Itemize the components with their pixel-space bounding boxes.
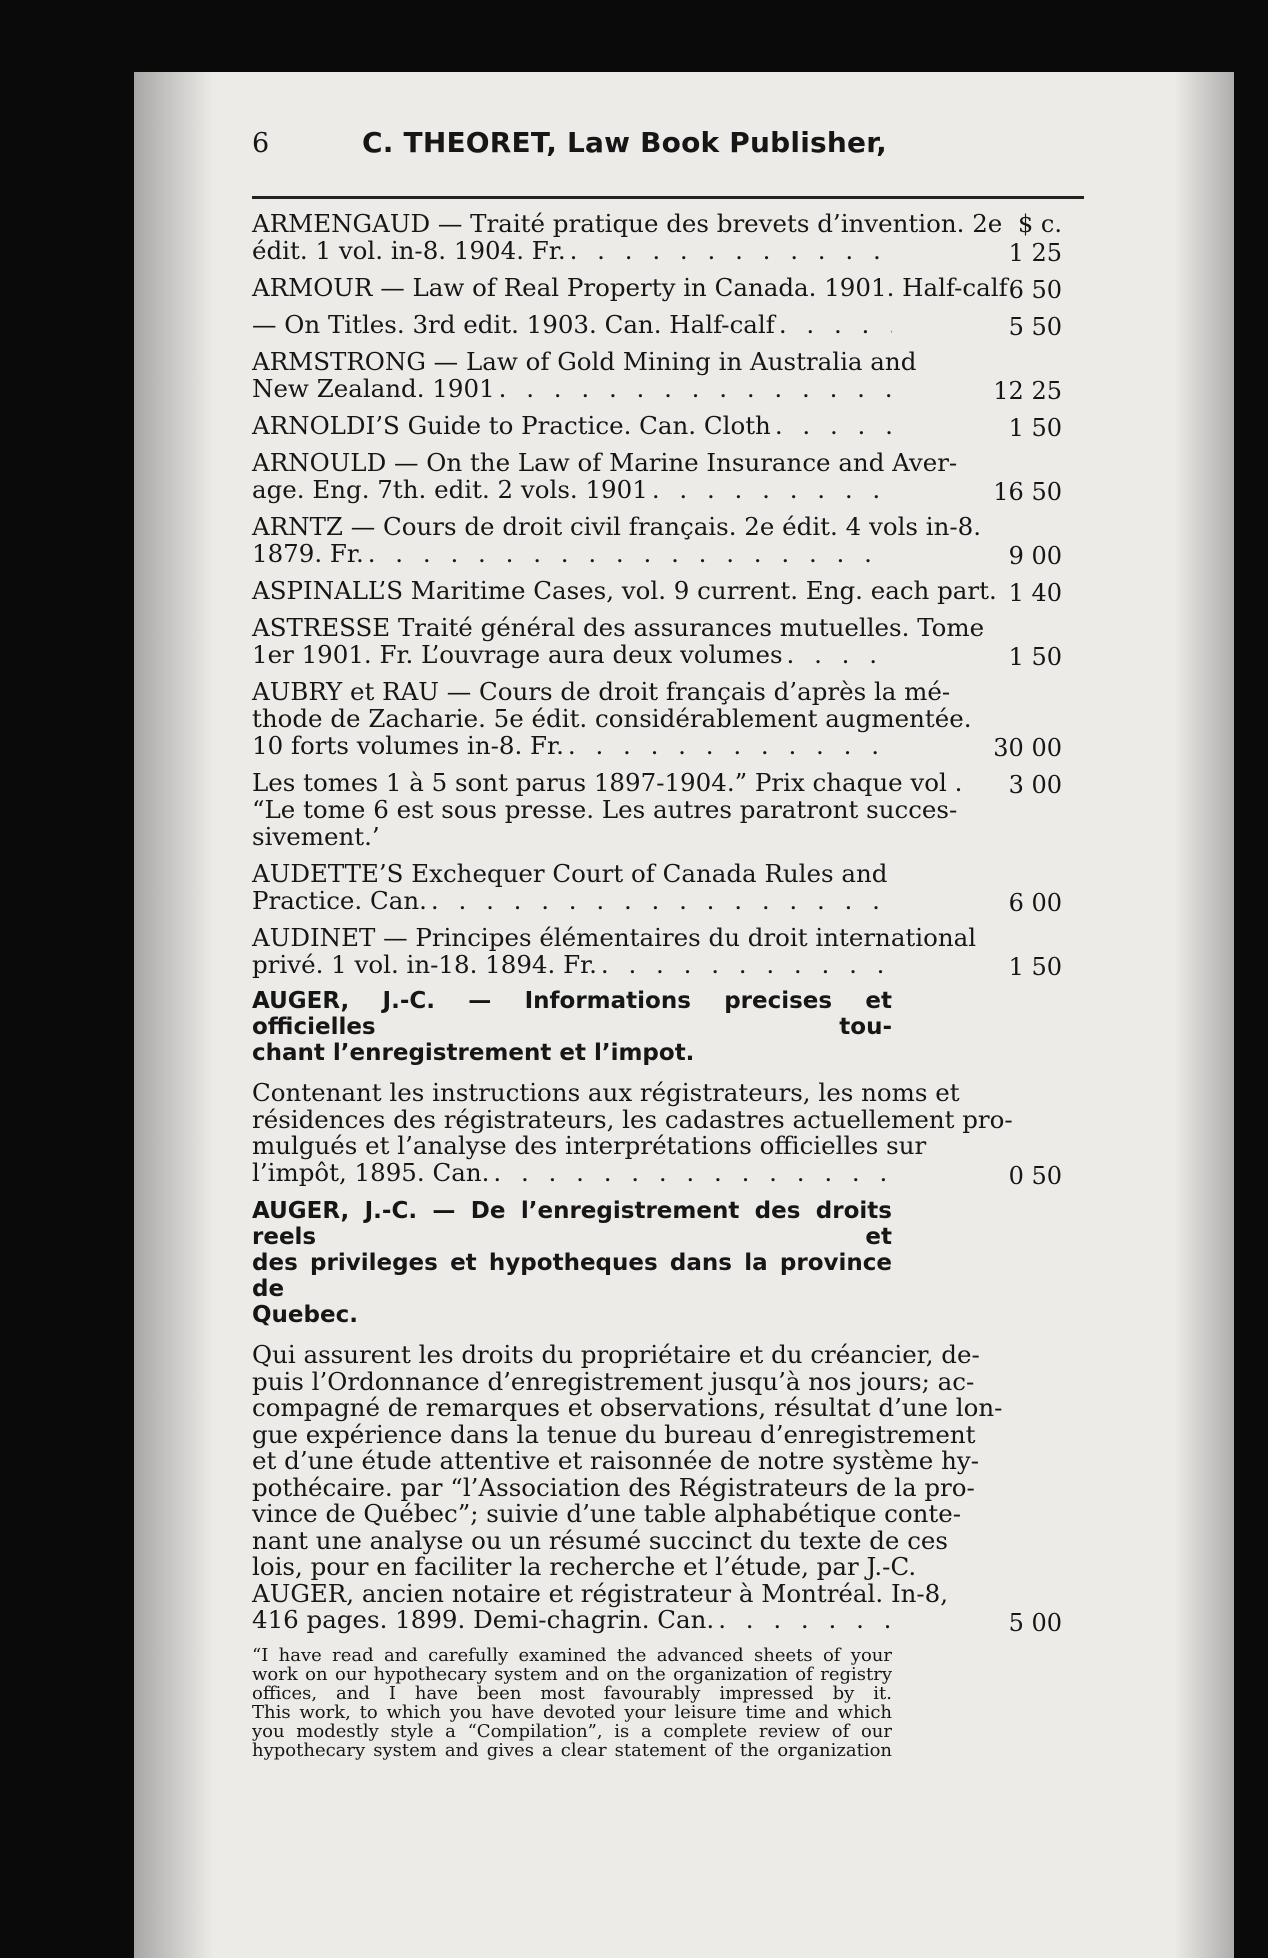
dot-leader bbox=[570, 237, 892, 264]
catalogue-entry bbox=[252, 273, 1008, 302]
entry-line bbox=[252, 1078, 960, 1107]
heading-line: AUGER, J.-C. — De l’enregistrement des droits reels et bbox=[252, 1198, 892, 1250]
entry-text: 416 pages. 1899. Demi-chagrin. Can. bbox=[252, 1605, 715, 1634]
entry-line bbox=[252, 1340, 980, 1369]
price: 1 40 bbox=[1008, 579, 1062, 607]
entry-line bbox=[252, 448, 958, 477]
dot-leader bbox=[787, 641, 892, 668]
testimonial-quote bbox=[252, 1646, 892, 1760]
entry-text: compagné de remarques et observations, résultat d’une lon- bbox=[252, 1393, 1003, 1422]
price: 5 50 bbox=[1008, 313, 1062, 341]
entry-text: ASPINALL’S Maritime Cases, vol. 9 current. Eng. each part. bbox=[252, 576, 997, 605]
entry-line bbox=[252, 476, 892, 503]
price: 12 25 bbox=[993, 377, 1062, 405]
entry-text: ARMENGAUD — Traité pratique des brevets d’invention. 2e bbox=[252, 209, 1003, 238]
page-edge-shadow bbox=[1174, 72, 1234, 1958]
entry-line bbox=[252, 1578, 949, 1608]
entry-heading bbox=[252, 988, 892, 1066]
dot-leader bbox=[368, 540, 892, 567]
catalogue-entry bbox=[252, 311, 892, 338]
entry-text: et d’une étude attentive et raisonnée de notre système hy- bbox=[252, 1446, 979, 1475]
heading-line: des privileges et hypotheques dans la province de bbox=[252, 1250, 892, 1302]
entry-text: New Zealand. 1901 bbox=[252, 374, 495, 403]
price: 1 50 bbox=[1008, 643, 1062, 671]
auger-entry bbox=[252, 1198, 1003, 1634]
entry-line bbox=[252, 1525, 948, 1555]
entry-text: AUBRY et RAU — Cours de droit français d’après la mé- bbox=[252, 677, 951, 706]
heading-line: chant l’enregistrement et l’impot. bbox=[252, 1040, 695, 1066]
entry-text: 10 forts volumes in-8. Fr. bbox=[252, 731, 564, 760]
entry-text: résidences des régistrateurs, les cadastres actuellement pro- bbox=[252, 1104, 1013, 1134]
catalogue-entry bbox=[252, 768, 963, 851]
catalogue-entry bbox=[252, 860, 892, 914]
entry-line bbox=[252, 732, 892, 759]
catalogue-entry bbox=[252, 613, 985, 669]
entry-line bbox=[252, 237, 892, 264]
quote-line: This work, to which you have devoted your leisure time and which bbox=[252, 1701, 892, 1723]
entry-text: ARNTZ — Cours de droit civil français. 2e édit. 4 vols in-8. bbox=[252, 512, 982, 541]
dot-leader bbox=[779, 311, 892, 338]
catalogue-entry bbox=[252, 677, 972, 760]
catalogue-entry bbox=[252, 448, 958, 504]
entry-line bbox=[252, 273, 1008, 302]
heading-line: Quebec. bbox=[252, 1302, 358, 1328]
price: 3 00 bbox=[1008, 771, 1062, 799]
page-header bbox=[252, 128, 1082, 188]
entry-description bbox=[252, 1340, 1003, 1634]
price: 30 00 bbox=[993, 734, 1062, 762]
entry-text: gue expérience dans la tenue du bureau d’enregistrement bbox=[252, 1419, 976, 1449]
auger-entry bbox=[252, 988, 1013, 1187]
entry-line bbox=[252, 512, 982, 541]
dot-leader bbox=[499, 375, 892, 402]
page-gutter-shadow bbox=[134, 72, 214, 1958]
entry-line bbox=[252, 768, 963, 797]
running-head: C. THEORET, Law Book Publisher, bbox=[362, 126, 887, 159]
entry-text: “Le tome 6 est sous presse. Les autres paratront succes- bbox=[252, 795, 958, 824]
catalogue-entry bbox=[252, 512, 982, 568]
price: 1 50 bbox=[1008, 953, 1062, 981]
entry-text: Practice. Can. bbox=[252, 886, 427, 915]
entry-heading bbox=[252, 1198, 892, 1328]
entry-text: ARMOUR — Law of Real Property in Canada. 1901. Half-calf bbox=[252, 273, 1008, 302]
quote-line: work on our hypothecary system and on the organization of registry bbox=[252, 1663, 892, 1685]
entry-text: AUDETTE’S Exchequer Court of Canada Rules and bbox=[252, 859, 888, 888]
entry-line bbox=[252, 1552, 917, 1581]
entry-line bbox=[252, 823, 892, 850]
dot-leader bbox=[431, 887, 892, 914]
entry-text: lois, pour en faciliter la recherche et l’étude, par J.-C. bbox=[252, 1552, 917, 1581]
dot-leader bbox=[775, 412, 892, 439]
entry-text: AUDINET — Principes élémentaires du droit international bbox=[252, 923, 977, 952]
entry-text: puis l’Ordonnance d’enregistrement jusqu’à nos jours; ac- bbox=[252, 1366, 975, 1396]
dot-leader bbox=[493, 1160, 892, 1187]
dot-leader bbox=[652, 476, 892, 503]
price: 9 00 bbox=[1008, 542, 1062, 570]
catalogue-listing bbox=[252, 209, 1013, 1761]
entry-line bbox=[252, 795, 958, 824]
entry-line bbox=[252, 1446, 979, 1475]
price: 1 25 bbox=[1008, 239, 1062, 267]
entry-text: ARNOLDI’S Guide to Practice. Can. Cloth bbox=[252, 411, 771, 440]
price: 0 50 bbox=[1008, 1161, 1062, 1190]
catalogue-entry bbox=[252, 412, 892, 439]
entry-line bbox=[252, 1419, 976, 1449]
entry-line bbox=[252, 923, 977, 952]
dot-leader bbox=[718, 1607, 892, 1634]
entry-text: édit. 1 vol. in-8. 1904. Fr. bbox=[252, 236, 566, 265]
entry-text: ARNOULD — On the Law of Marine Insurance and Aver- bbox=[252, 448, 958, 477]
entry-line bbox=[252, 1472, 975, 1502]
entry-line bbox=[252, 677, 951, 706]
entry-text: thode de Zacharie. 5e édit. considérablement augmentée. bbox=[252, 704, 972, 733]
entry-text: ARMSTRONG — Law of Gold Mining in Australia and bbox=[252, 347, 917, 376]
entry-line bbox=[252, 576, 997, 605]
entry-line bbox=[252, 887, 892, 914]
quote-line: offices, and I have been most favourably impressed by it. bbox=[252, 1682, 892, 1704]
entry-line bbox=[252, 1607, 892, 1634]
entry-text: ASTRESSE Traité général des assurances mutuelles. Tome bbox=[252, 613, 985, 642]
entry-line bbox=[252, 1157, 892, 1187]
price: 6 50 bbox=[1008, 276, 1062, 304]
entry-line bbox=[252, 311, 892, 338]
entry-text: AUGER, ancien notaire et régistrateur à Montréal. In-8, bbox=[252, 1578, 949, 1608]
entry-line bbox=[252, 347, 917, 376]
entry-text: Qui assurent les droits du propriétaire et du créancier, de- bbox=[252, 1340, 980, 1369]
entry-text: 1879. Fr. bbox=[252, 539, 364, 568]
catalogue-entry bbox=[252, 209, 1003, 265]
entry-text: mulgués et l’analyse des interprétations officielles sur bbox=[252, 1131, 927, 1160]
entry-line bbox=[252, 412, 892, 439]
catalogue-entry bbox=[252, 576, 997, 605]
entry-line bbox=[252, 209, 1003, 238]
heading-line: AUGER, J.-C. — Informations precises et officielles tou- bbox=[252, 988, 892, 1040]
entry-text: sivement.’ bbox=[252, 822, 380, 851]
entry-text: 1er 1901. Fr. L’ouvrage aura deux volumes bbox=[252, 640, 783, 669]
entry-text: Contenant les instructions aux régistrateurs, les noms et bbox=[252, 1078, 960, 1107]
entry-line bbox=[252, 613, 985, 642]
entry-description bbox=[252, 1078, 1013, 1187]
entry-text: age. Eng. 7th. edit. 2 vols. 1901 bbox=[252, 475, 648, 504]
entry-line bbox=[252, 704, 972, 733]
price: 1 50 bbox=[1008, 414, 1062, 442]
price: 5 00 bbox=[1008, 1609, 1062, 1637]
entry-text: l’impôt, 1895. Can. bbox=[252, 1157, 490, 1187]
quote-line: you modestly style a “Compilation”, is a complete review of our bbox=[252, 1720, 892, 1742]
entry-line bbox=[252, 641, 892, 668]
header-rule bbox=[252, 196, 1084, 199]
catalogue-entry bbox=[252, 347, 917, 403]
price: 6 00 bbox=[1008, 889, 1062, 917]
entry-text: nant une analyse ou un résumé succinct du texte de ces bbox=[252, 1525, 948, 1555]
entry-line bbox=[252, 860, 892, 887]
price: 16 50 bbox=[993, 478, 1062, 506]
currency-heading: $ c. bbox=[1018, 210, 1062, 238]
quote-line: “I have read and carefully examined the advanced sheets of your bbox=[252, 1644, 892, 1666]
entry-text: vince de Québec”; suivie d’une table alphabétique conte- bbox=[252, 1499, 961, 1528]
quote-line: hypothecary system and gives a clear statement of the organization bbox=[252, 1739, 892, 1761]
dot-leader bbox=[568, 732, 892, 759]
entry-text: pothécaire. par “l’Association des Régistrateurs de la pro- bbox=[252, 1472, 975, 1502]
entry-line bbox=[252, 1131, 927, 1160]
entry-line bbox=[252, 375, 892, 402]
entry-text: — On Titles. 3rd edit. 1903. Can. Half-calf bbox=[252, 310, 775, 339]
entry-line bbox=[252, 1366, 975, 1396]
entry-text: privé. 1 vol. in-18. 1894. Fr. bbox=[252, 950, 597, 979]
entry-line bbox=[252, 1499, 961, 1528]
entry-line bbox=[252, 540, 892, 567]
entry-line bbox=[252, 951, 892, 978]
catalogue-entry bbox=[252, 923, 977, 979]
entry-line bbox=[252, 1104, 1013, 1134]
dot-leader bbox=[601, 951, 892, 978]
entry-text: Les tomes 1 à 5 sont parus 1897-1904.” Prix chaque vol . bbox=[252, 768, 963, 797]
entry-line bbox=[252, 1393, 1003, 1422]
page-number: 6 bbox=[252, 128, 270, 159]
